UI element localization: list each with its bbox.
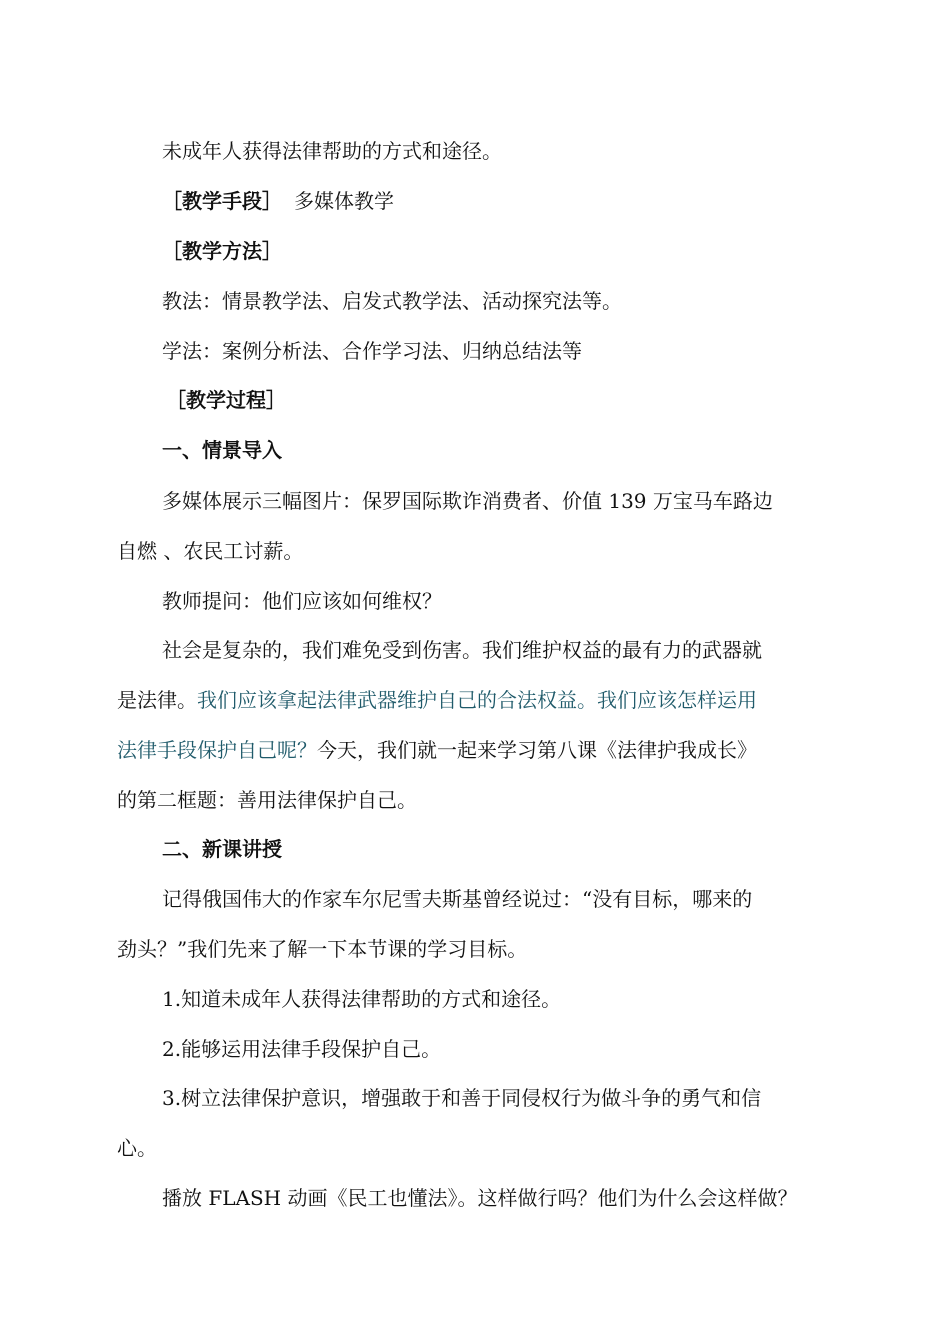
s1-paragraph3-line2 [117,686,757,714]
teaching-method-text: 教法：情景教学法、启发式教学法、活动探究法等。 [162,289,622,313]
s1-p3-line2-plain: 是法律。 [117,688,197,712]
s1-p3-line3-plain: 今天，我们就一起来学习第八课《法律护我成长》 [317,738,757,762]
teaching-means-line [162,187,394,215]
s2-paragraph2: 播放 FLASH 动画《民工也懂法》。这样做行吗？他们为什么会这样做？ [162,1186,798,1210]
section2-heading: 二、新课讲授 [162,837,282,861]
s1-paragraph3-line4: 的第二框题：善用法律保护自己。 [117,788,417,812]
teaching-process-heading: ［教学过程］ [166,388,286,412]
s1-paragraph1-line1: 多媒体展示三幅图片：保罗国际欺诈消费者、价值 139 万宝马车路边 [162,489,773,513]
s1-p3-line3-highlight: 法律手段保护自己呢？ [117,738,317,762]
teaching-means-heading: ［教学手段］ [162,189,282,213]
s1-paragraph1-line2: 自燃 、农民工讨薪。 [117,539,304,563]
goal-item-3-line1: 3.树立法律保护意识，增强敢于和善于同侵权行为做斗争的勇气和信 [162,1086,762,1110]
s1-p3-line2-highlight: 我们应该拿起法律武器维护自己的合法权益。我们应该怎样运用 [197,688,757,712]
section1-heading: 一、情景导入 [162,438,282,462]
goal-item-3-line2: 心。 [117,1136,157,1160]
s2-paragraph1-line1: 记得俄国伟大的作家车尔尼雪夫斯基曾经说过：“没有目标，哪来的 [162,887,753,911]
s1-paragraph2: 教师提问：他们应该如何维权？ [162,589,442,613]
s2-paragraph1-line2: 劲头？”我们先来了解一下本节课的学习目标。 [117,937,528,961]
s1-paragraph3-line1: 社会是复杂的，我们难免受到伤害。我们维护权益的最有力的武器就 [162,638,762,662]
teaching-means-text: 多媒体教学 [294,189,394,213]
s1-paragraph3-line3 [117,736,757,764]
goal-item-1: 1.知道未成年人获得法律帮助的方式和途径。 [162,987,562,1011]
goal-item-2: 2.能够运用法律手段保护自己。 [162,1037,442,1061]
teaching-methods-heading: ［教学方法］ [162,239,282,263]
learning-method-text: 学法：案例分析法、合作学习法、归纳总结法等 [162,339,582,363]
intro-paragraph: 未成年人获得法律帮助的方式和途径。 [162,139,502,163]
